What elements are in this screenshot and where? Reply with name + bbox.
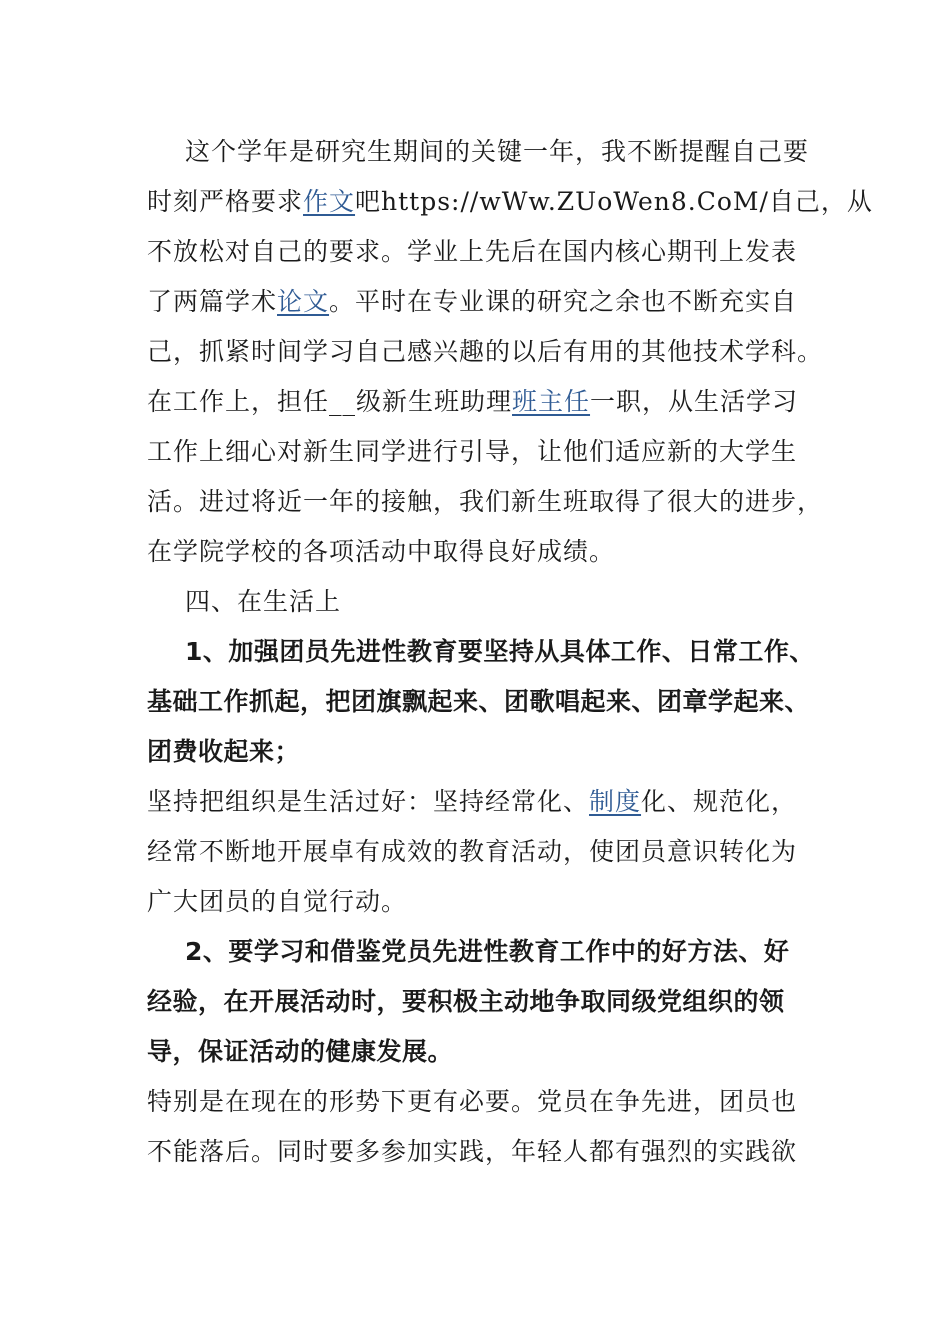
text-run: 工作上细心对新生同学进行引导，让他们适应新的大学生	[147, 437, 798, 466]
text-run: 不放松对自己的要求。学业上先后在国内核心期刊上发表	[147, 237, 798, 266]
text-run: 经验，在开展活动时，要积极主动地争取同级党组织的领	[147, 987, 785, 1016]
list-item-heading	[147, 735, 300, 769]
text-run: 1、加强团员先进性教育要坚持从具体工作、日常工作、	[185, 637, 815, 666]
text-run: 经常不断地开展卓有成效的教育活动，使团员意识转化为	[147, 837, 798, 866]
text-run: 己，抓紧时间学习自己感兴趣的以后有用的其他技术学科。	[147, 337, 824, 366]
text-run: 时刻严格要求	[147, 187, 304, 216]
paragraph-line	[147, 885, 407, 919]
list-item-heading	[147, 685, 810, 719]
paragraph-line	[147, 485, 823, 519]
text-run: 广大团员的自觉行动。	[147, 887, 408, 916]
text-run: 吧https://wWw.ZUoWen8.CoM/自己，从	[355, 187, 873, 216]
list-item-heading	[147, 1035, 453, 1069]
link-banzhuren[interactable]: 班主任	[512, 387, 591, 416]
heading-text: 四、在生活上	[185, 587, 342, 616]
text-run: 2、要学习和借鉴党员先进性教育工作中的好方法、好	[185, 937, 790, 966]
paragraph-line	[147, 535, 615, 569]
text-run: 。平时在专业课的研究之余也不断充实自	[329, 287, 798, 316]
paragraph-line	[147, 235, 797, 269]
paragraph-line	[185, 135, 809, 169]
text-run: 一职，从生活学习	[590, 387, 799, 416]
link-lunwen[interactable]: 论文	[277, 287, 330, 316]
list-item-heading	[147, 985, 785, 1019]
text-run: 化、规范化，	[641, 787, 798, 816]
paragraph-line	[147, 285, 797, 319]
list-item-heading	[185, 635, 815, 669]
paragraph-line	[147, 835, 797, 869]
link-zhidu[interactable]: 制度	[589, 787, 642, 816]
link-zuowen[interactable]: 作文	[303, 187, 356, 216]
text-run: 坚持把组织是生活过好：坚持经常化、	[147, 787, 590, 816]
text-run: 特别是在现在的形势下更有必要。党员在争先进，团员也	[147, 1087, 798, 1116]
text-run: 活。进过将近一年的接触，我们新生班取得了很大的进步，	[147, 487, 824, 516]
text-run: 团费收起来；	[147, 737, 301, 766]
paragraph-line	[147, 435, 797, 469]
paragraph-line	[147, 785, 797, 819]
paragraph-line	[147, 1085, 797, 1119]
text-run: 基础工作抓起，把团旗飘起来、团歌唱起来、团章学起来、	[147, 687, 811, 716]
text-run: 导，保证活动的健康发展。	[147, 1037, 454, 1066]
paragraph-line	[147, 1135, 797, 1169]
paragraph-line	[147, 335, 823, 369]
text-run: 在学院学校的各项活动中取得良好成绩。	[147, 537, 616, 566]
list-item-heading	[185, 935, 789, 969]
text-run: 这个学年是研究生期间的关键一年，我不断提醒自己要	[185, 137, 810, 166]
text-run: 了两篇学术	[147, 287, 278, 316]
text-run: 在工作上，担任__级新生班助理	[147, 387, 513, 416]
paragraph-line	[147, 185, 873, 219]
text-run: 不能落后。同时要多参加实践，年轻人都有强烈的实践欲	[147, 1137, 798, 1166]
section-heading	[185, 585, 341, 619]
paragraph-line	[147, 385, 798, 419]
